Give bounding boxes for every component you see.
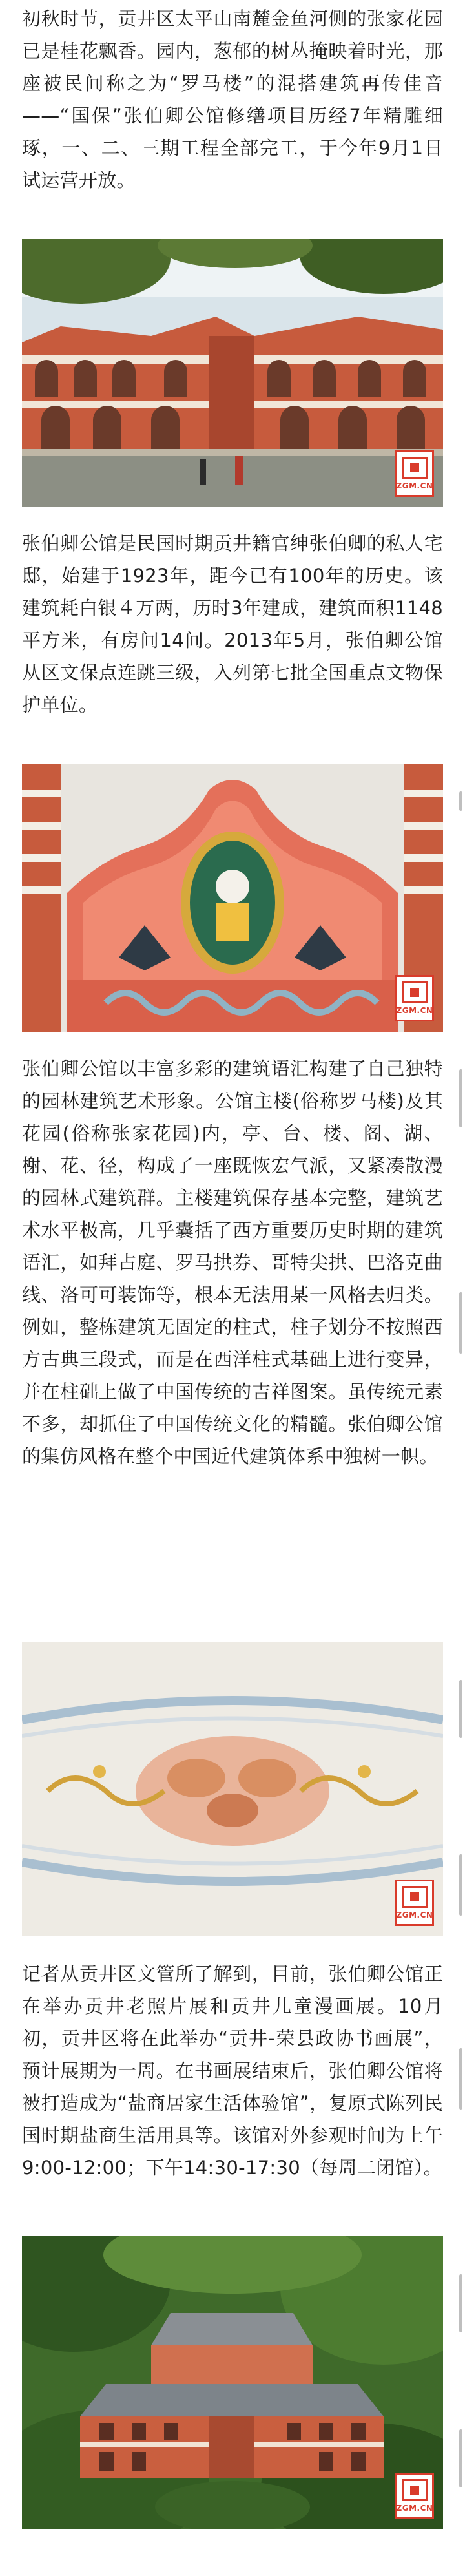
watermark-label: ZGM.CN [396, 1005, 433, 1015]
ceiling-relief-photo[interactable] [22, 1642, 443, 1936]
mansion-facade-photo[interactable] [22, 239, 443, 507]
watermark-label: ZGM.CN [396, 2503, 433, 2513]
scrollbar-thumb[interactable] [459, 2429, 462, 2487]
watermark-label: ZGM.CN [396, 481, 433, 490]
scrollbar-thumb[interactable] [459, 1292, 462, 1354]
aerial-mansion-photo[interactable] [22, 2236, 443, 2529]
zgm-watermark [395, 450, 434, 497]
zgm-logo-icon [402, 981, 428, 1003]
ornate-pediment-photo[interactable] [22, 764, 443, 1032]
aerial-mansion-image [22, 2236, 443, 2529]
scrollbar-thumb[interactable] [459, 2274, 462, 2332]
history-paragraph: 张伯卿公馆是民国时期贡井籍官绅张伯卿的私人宅邸，始建于1923年，距今已有100年的历史。该建筑耗白银４万两，历时3年建成，建筑面积1148平方米，有房间14间。2013年5月，张伯卿公馆从区文保点连跳三级，入列第七批全国重点文物保护单位。 [22, 532, 443, 716]
ceiling-relief-image [22, 1642, 443, 1936]
mansion-facade-image [22, 239, 443, 507]
exhibition-paragraph: 记者从贡井区文管所了解到，目前，张伯卿公馆正在举办贡井老照片展和贡井儿童漫画展。10月初，贡井区将在此举办“贡井-荣县政协书画展”，预计展期为一周。在书画展结束后，张伯卿公馆将被打造成为“盐商居家生活体验馆”，复原式陈列民国时期盐商生活用具等。该馆对外参观时间为上午9:00-12:00；下午14:30-17:30（每周二闭馆）。 [22, 1963, 443, 2179]
zgm-logo-icon [402, 2479, 428, 2501]
zgm-watermark [395, 2473, 434, 2519]
zgm-logo-icon [402, 1886, 428, 1908]
ornate-pediment-image [22, 764, 443, 1032]
zgm-watermark [395, 1880, 434, 1926]
scrollbar-thumb[interactable] [459, 1069, 462, 1127]
architecture-paragraph: 张伯卿公馆以丰富多彩的建筑语汇构建了自己独特的园林建筑艺术形象。公馆主楼(俗称罗马楼)及其花园(俗称张家花园)内，亭、台、楼、阁、湖、榭、花、径，构成了一座既恢宏气派，又紧凑散漫的园林式建筑群。主楼建筑保存基本完整，建筑艺术水平极高，几乎囊括了西方重要历史时期的建筑语汇，如拜占庭、罗马拱券、哥特尖拱、巴洛克曲线、洛可可装饰等，根本无法用某一风格去归类。例如，整栋建筑无固定的柱式，柱子划分不按照西方古典三段式，而是在西洋柱式基础上进行变异，并在柱础上做了中国传统的吉祥图案。虽传统元素不多，却抓住了中国传统文化的精髓。张伯卿公馆的集仿风格在整个中国近代建筑体系中独树一帜。 [22, 1058, 443, 1467]
scrollbar-thumb[interactable] [459, 1854, 462, 1916]
zgm-logo-icon [402, 457, 428, 479]
watermark-label: ZGM.CN [396, 1910, 433, 1920]
scrollbar-thumb[interactable] [459, 2048, 462, 2110]
scrollbar-thumb[interactable] [459, 1680, 462, 1738]
scrollbar-thumb[interactable] [459, 791, 462, 811]
zgm-watermark [395, 975, 434, 1021]
intro-paragraph: 初秋时节，贡井区太平山南麓金鱼河侧的张家花园已是桂花飘香。园内，葱郁的树丛掩映着时光，那座被民间称之为“罗马楼”的混搭建筑再传佳音——“国保”张伯卿公馆修缮项目历经7年精雕细琢，一、二、三期工程全部完工，于今年9月1日试运营开放。 [22, 8, 443, 191]
